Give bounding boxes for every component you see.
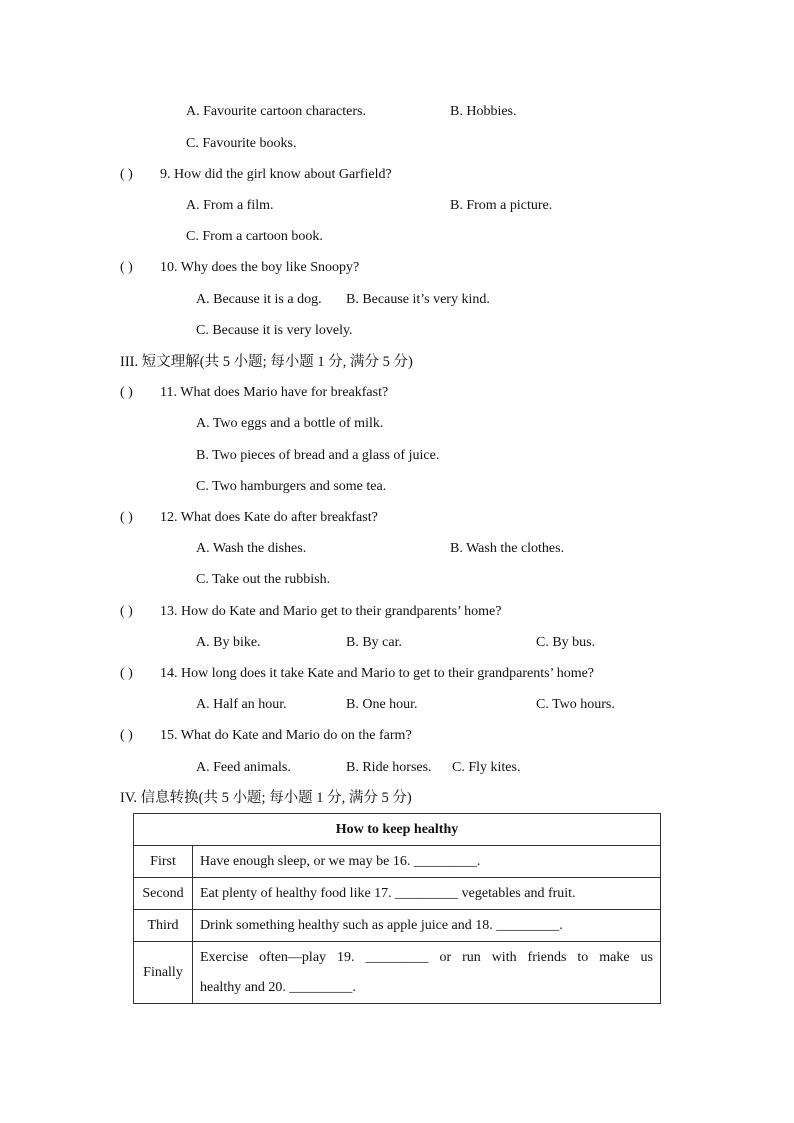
row-label: Finally [134,942,193,1004]
q12-option-c: C. Take out the rubbish. [196,572,331,587]
row-text: Drink something healthy such as apple juice and 18. _________. [193,910,661,942]
answer-blank[interactable]: ( ) [120,728,133,743]
q11-option-a: A. Two eggs and a bottle of milk. [196,416,384,431]
question-12 [120,510,378,526]
row-text [193,942,661,1004]
row-text: Eat plenty of healthy food like 17. _________ vegetables and fruit. [193,878,661,910]
table-row [134,878,661,910]
question-11 [120,385,388,401]
q9-option-b: B. From a picture. [450,198,553,213]
info-table [133,813,661,1004]
q13-option-b: B. By car. [346,635,402,650]
table-row [134,846,661,878]
question-text: 10. Why does the boy like Snoopy? [160,260,360,275]
question-13 [120,604,501,620]
table-header: How to keep healthy [134,814,661,846]
q8-option-a: A. Favourite cartoon characters. [186,104,366,119]
q8-option-c: C. Favourite books. [186,136,297,151]
question-text: 13. How do Kate and Mario get to their grandparents’ home? [160,604,502,619]
answer-blank[interactable]: ( ) [120,604,133,619]
question-text: 15. What do Kate and Mario do on the farm? [160,728,412,743]
q11-option-b: B. Two pieces of bread and a glass of juice. [196,448,440,463]
answer-blank[interactable]: ( ) [120,510,133,525]
row-label: First [134,846,193,878]
q14-option-c: C. Two hours. [536,697,615,712]
answer-blank[interactable]: ( ) [120,167,133,182]
question-text: 14. How long does it take Kate and Mario to get to their grandparents’ home? [160,666,595,681]
table-row [134,910,661,942]
q10-option-a: A. Because it is a dog. [196,292,322,307]
row-label: Third [134,910,193,942]
q12-option-a: A. Wash the dishes. [196,541,307,556]
row-text-line-2: healthy and 20. _________. [200,980,356,995]
question-text: 11. What does Mario have for breakfast? [160,385,389,400]
question-15 [120,728,412,744]
q15-option-b: B. Ride horses. [346,760,432,775]
q15-option-c: C. Fly kites. [452,760,521,775]
q13-option-c: C. By bus. [536,635,596,650]
q13-option-a: A. By bike. [196,635,261,650]
q10-option-c: C. Because it is very lovely. [196,323,353,338]
question-text: 12. What does Kate do after breakfast? [160,510,378,525]
question-9 [120,167,392,183]
question-text: 9. How did the girl know about Garfield? [160,167,392,182]
q9-option-a: A. From a film. [186,198,274,213]
table-row [134,942,661,1004]
answer-blank[interactable]: ( ) [120,260,133,275]
question-14 [120,666,594,682]
question-10 [120,260,359,276]
q15-option-a: A. Feed animals. [196,760,291,775]
section-4-title: IV. 信息转换(共 5 小题; 每小题 1 分, 满分 5 分) [120,790,412,806]
q9-option-c: C. From a cartoon book. [186,229,323,244]
row-text-line-1: Exercise often—play 19. _________ or run with friends to make us [200,950,653,965]
q11-option-c: C. Two hamburgers and some tea. [196,479,387,494]
row-label: Second [134,878,193,910]
q10-option-b: B. Because it’s very kind. [346,292,490,307]
q8-option-b: B. Hobbies. [450,104,517,119]
section-3-title: III. 短文理解(共 5 小题; 每小题 1 分, 满分 5 分) [120,354,413,370]
q14-option-b: B. One hour. [346,697,418,712]
row-text: Have enough sleep, or we may be 16. _________. [193,846,661,878]
answer-blank[interactable]: ( ) [120,666,133,681]
q14-option-a: A. Half an hour. [196,697,287,712]
answer-blank[interactable]: ( ) [120,385,133,400]
q12-option-b: B. Wash the clothes. [450,541,565,556]
